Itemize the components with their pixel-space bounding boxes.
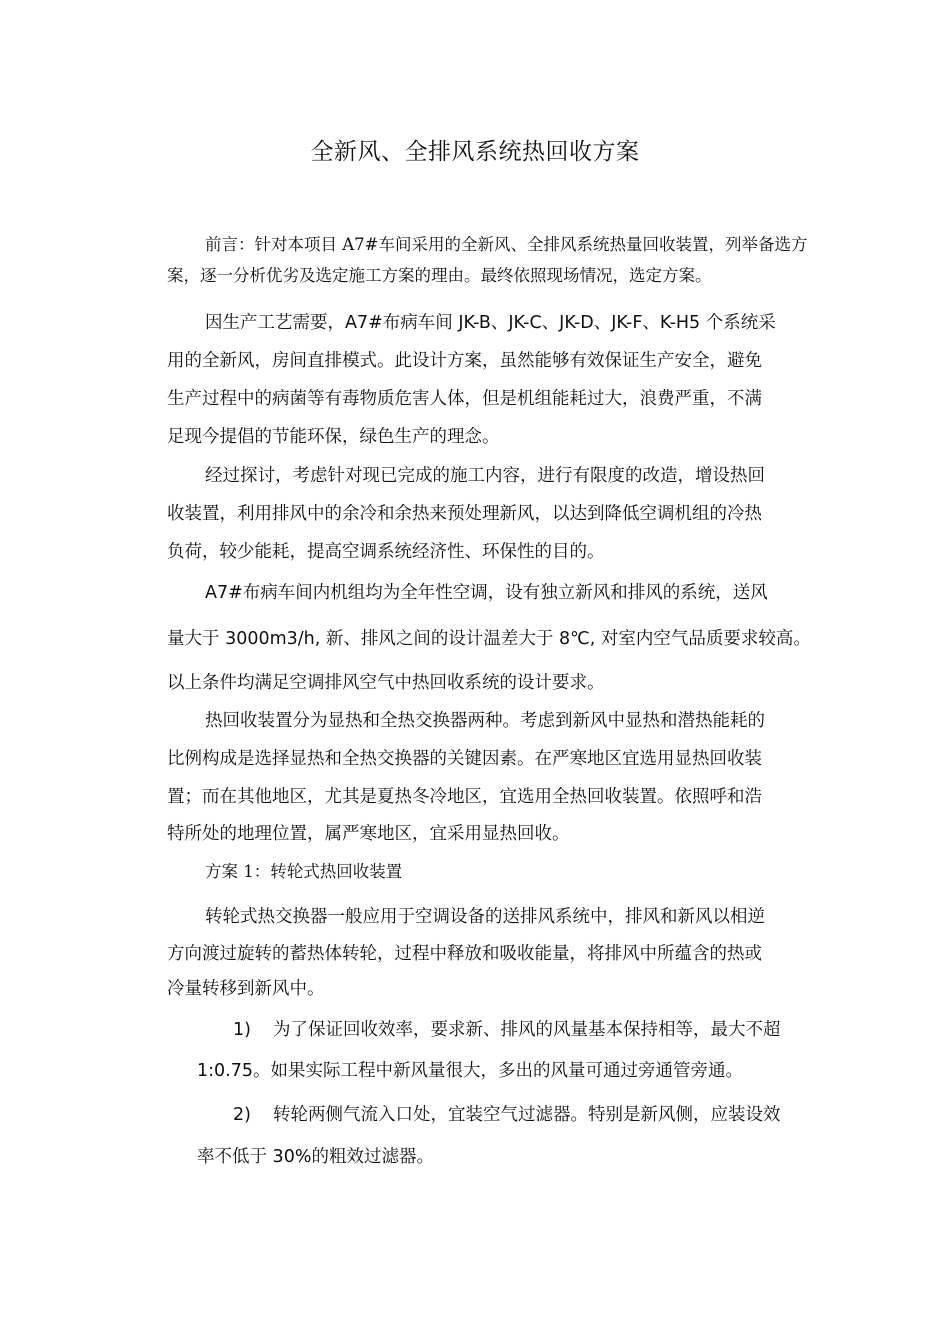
document-title: 全新风、全排风系统热回收方案: [310, 139, 640, 165]
preface-line-1: 前言：针对本项目 A7#车间采用的全新风、全排风系统热量回收装置，列举备选方: [205, 235, 808, 254]
paragraph-2-line-3: 负荷，较少能耗，提高空调系统经济性、环保性的目的。: [167, 542, 605, 562]
paragraph-5-line-2: 方向渡过旋转的蓄热体转轮，过程中释放和吸收能量，将排风中所蕴含的热或: [167, 944, 762, 964]
paragraph-3-line-1: A7#布病车间内机组均为全年性空调，设有独立新风和排风的系统，送风: [205, 583, 768, 603]
paragraph-3-line-2: 量大于 3000m3/h, 新、排风之间的设计温差大于 8℃, 对室内空气品质要求较高。: [167, 629, 811, 649]
paragraph-4-line-2: 比例构成是选择显热和全热交换器的关键因素。在严寒地区宜选用显热回收装: [167, 749, 762, 769]
paragraph-3-line-3: 以上条件均满足空调排风空气中热回收系统的设计要求。: [167, 673, 605, 693]
list-item-2-number: 2): [233, 1105, 251, 1125]
paragraph-2-line-2: 收装置，利用排风中的余冷和余热来预处理新风，以达到降低空调机组的冷热: [167, 504, 762, 524]
paragraph-4-line-1: 热回收装置分为显热和全热交换器两种。考虑到新风中显热和潜热能耗的: [205, 711, 765, 731]
list-item-1-continuation: 1:0.75。如果实际工程中新风量很大，多出的风量可通过旁通管旁通。: [197, 1061, 743, 1081]
paragraph-4-line-4: 特所处的地理位置，属严寒地区，宜采用显热回收。: [167, 824, 570, 844]
paragraph-1-line-1: 因生产工艺需要，A7#布病车间 JK-B、JK-C、JK-D、JK-F、K-H5 个系统采: [205, 313, 776, 333]
paragraph-5-line-1: 转轮式热交换器一般应用于空调设备的送排风系统中，排风和新风以相逆: [205, 907, 765, 927]
paragraph-4-line-3: 置；而在其他地区，尤其是夏热冬冷地区，宜选用全热回收装置。依照呼和浩: [167, 787, 762, 807]
list-item-2-text: 转轮两侧气流入口处，宜装空气过滤器。特别是新风侧，应装设效: [273, 1105, 781, 1125]
list-item-2-continuation: 率不低于 30%的粗效过滤器。: [197, 1147, 434, 1167]
paragraph-1-line-2: 用的全新风，房间直排模式。此设计方案，虽然能够有效保证生产安全，避免: [167, 351, 762, 371]
paragraph-1-line-3: 生产过程中的病菌等有毒物质危害人体，但是机组能耗过大，浪费严重，不满: [167, 389, 762, 409]
list-item-1-text: 为了保证回收效率，要求新、排风的风量基本保持相等，最大不超: [273, 1020, 781, 1040]
paragraph-5-line-3: 冷量转移到新风中。: [167, 979, 325, 999]
scheme-1-heading: 方案 1：转轮式热回收装置: [205, 862, 403, 881]
paragraph-2-line-1: 经过探讨，考虑针对现已完成的施工内容，进行有限度的改造，增设热回: [205, 466, 765, 486]
list-item-1-number: 1): [233, 1020, 251, 1040]
preface-line-2: 案，逐一分析优劣及选定施工方案的理由。最终依照现场情况，选定方案。: [167, 266, 712, 285]
paragraph-1-line-4: 足现今提倡的节能环保，绿色生产的理念。: [167, 427, 500, 447]
